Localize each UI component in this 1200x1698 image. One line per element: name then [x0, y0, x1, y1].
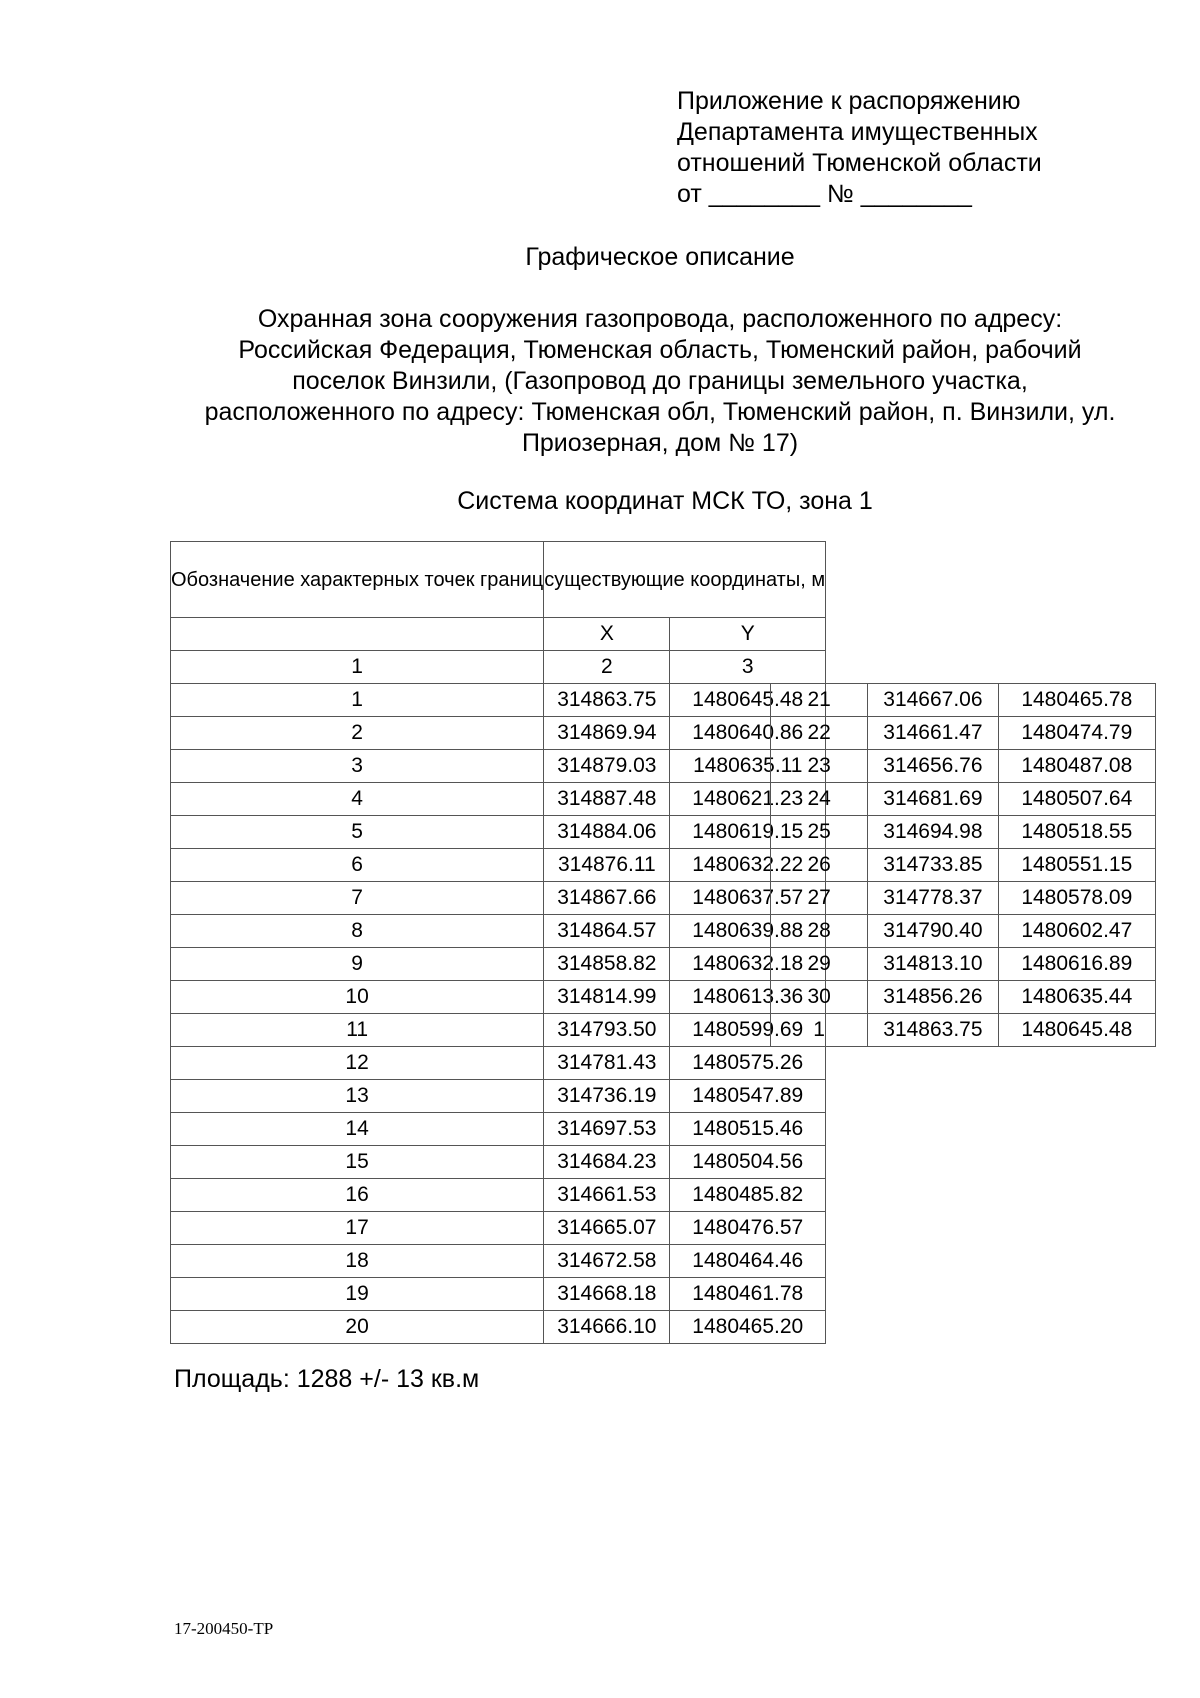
coordinates-table-main — [170, 541, 826, 1344]
point-number-cell: 24 — [771, 783, 868, 816]
table-header-row — [171, 542, 826, 618]
column-number: 1 — [171, 651, 544, 684]
y-coordinate-cell: 1480575.26 — [670, 1047, 826, 1080]
x-coordinate-cell: 314697.53 — [544, 1113, 670, 1146]
y-coordinate-cell: 1480635.44 — [998, 981, 1155, 1014]
point-number-cell: 11 — [171, 1014, 544, 1047]
x-coordinate-cell: 314667.06 — [868, 684, 998, 717]
x-coordinate-cell: 314790.40 — [868, 915, 998, 948]
zone-description — [150, 304, 1170, 459]
point-number-cell: 2 — [171, 717, 544, 750]
point-number-cell: 18 — [171, 1245, 544, 1278]
x-coordinate-cell: 314781.43 — [544, 1047, 670, 1080]
point-number-cell: 21 — [771, 684, 868, 717]
point-number-cell: 6 — [171, 849, 544, 882]
y-coordinate-cell: 1480632.18 — [670, 948, 826, 981]
description-line: поселок Винзили, (Газопровод до границы земельного участка, — [292, 367, 1028, 395]
y-coordinate-cell: 1480507.64 — [998, 783, 1155, 816]
table-row — [171, 1311, 826, 1344]
y-coordinate-cell: 1480645.48 — [670, 684, 826, 717]
table-row — [771, 717, 1156, 750]
table-row — [171, 1179, 826, 1212]
x-coordinate-cell: 314814.99 — [544, 981, 670, 1014]
y-coordinate-cell: 1480632.22 — [670, 849, 826, 882]
point-number-cell: 14 — [171, 1113, 544, 1146]
point-number-cell: 30 — [771, 981, 868, 1014]
table-row — [171, 750, 826, 783]
x-coordinate-cell: 314813.10 — [868, 948, 998, 981]
x-coordinate-cell: 314736.19 — [544, 1080, 670, 1113]
table-row — [771, 750, 1156, 783]
point-number-cell: 27 — [771, 882, 868, 915]
table-row — [771, 915, 1156, 948]
table-row — [171, 1080, 826, 1113]
y-coordinate-cell: 1480487.08 — [998, 750, 1155, 783]
header-x: X — [544, 618, 670, 651]
y-coordinate-cell: 1480518.55 — [998, 816, 1155, 849]
table-row — [771, 783, 1156, 816]
x-coordinate-cell: 314793.50 — [544, 1014, 670, 1047]
table-row — [171, 816, 826, 849]
y-coordinate-cell: 1480635.11 — [670, 750, 826, 783]
document-code: 17-200450-ТР — [174, 1619, 274, 1638]
header-empty-cell — [171, 618, 544, 651]
y-coordinate-cell: 1480613.36 — [670, 981, 826, 1014]
point-number-cell: 12 — [171, 1047, 544, 1080]
point-number-cell: 7 — [171, 882, 544, 915]
appendix-line: отношений Тюменской области — [677, 149, 1042, 177]
x-coordinate-cell: 314684.23 — [544, 1146, 670, 1179]
table-row — [171, 948, 826, 981]
table-row — [171, 1014, 826, 1047]
point-number-cell: 23 — [771, 750, 868, 783]
table-row — [171, 717, 826, 750]
point-number-cell: 15 — [171, 1146, 544, 1179]
point-number-cell: 13 — [171, 1080, 544, 1113]
point-number-cell: 1 — [171, 684, 544, 717]
y-coordinate-cell: 1480639.88 — [670, 915, 826, 948]
table-row — [171, 1212, 826, 1245]
x-coordinate-cell: 314672.58 — [544, 1245, 670, 1278]
description-line: Российская Федерация, Тюменская область, Тюменский район, рабочий — [238, 336, 1082, 364]
document-title: Графическое описание — [525, 243, 795, 271]
y-coordinate-cell: 1480637.57 — [670, 882, 826, 915]
x-coordinate-cell: 314863.75 — [544, 684, 670, 717]
y-coordinate-cell: 1480515.46 — [670, 1113, 826, 1146]
y-coordinate-cell: 1480640.86 — [670, 717, 826, 750]
appendix-line: Приложение к распоряжению — [677, 87, 1021, 115]
x-coordinate-cell: 314864.57 — [544, 915, 670, 948]
x-coordinate-cell: 314879.03 — [544, 750, 670, 783]
x-coordinate-cell: 314656.76 — [868, 750, 998, 783]
y-coordinate-cell: 1480551.15 — [998, 849, 1155, 882]
x-coordinate-cell: 314733.85 — [868, 849, 998, 882]
x-coordinate-cell: 314778.37 — [868, 882, 998, 915]
table-row — [771, 948, 1156, 981]
column-number: 3 — [670, 651, 826, 684]
point-number-cell: 16 — [171, 1179, 544, 1212]
area-value: Площадь: 1288 +/- 13 кв.м — [174, 1365, 480, 1393]
table-row — [171, 1146, 826, 1179]
x-coordinate-cell: 314661.53 — [544, 1179, 670, 1212]
point-number-cell: 26 — [771, 849, 868, 882]
y-coordinate-cell: 1480465.78 — [998, 684, 1155, 717]
point-number-cell: 29 — [771, 948, 868, 981]
appendix-line: Департамента имущественных — [677, 118, 1038, 146]
point-number-cell: 10 — [171, 981, 544, 1014]
point-number-cell: 28 — [771, 915, 868, 948]
table-row — [771, 816, 1156, 849]
y-coordinate-cell: 1480504.56 — [670, 1146, 826, 1179]
table-row — [171, 783, 826, 816]
description-line: Приозерная, дом № 17) — [521, 429, 799, 457]
header-coords: существующие координаты, м — [544, 542, 826, 618]
point-number-cell: 9 — [171, 948, 544, 981]
y-coordinate-cell: 1480465.20 — [670, 1311, 826, 1344]
point-number-cell: 20 — [171, 1311, 544, 1344]
y-coordinate-cell: 1480616.89 — [998, 948, 1155, 981]
y-coordinate-cell: 1480621.23 — [670, 783, 826, 816]
point-number-cell: 25 — [771, 816, 868, 849]
table-row — [771, 882, 1156, 915]
y-coordinate-cell: 1480485.82 — [670, 1179, 826, 1212]
x-coordinate-cell: 314876.11 — [544, 849, 670, 882]
x-coordinate-cell: 314856.26 — [868, 981, 998, 1014]
point-number-cell: 8 — [171, 915, 544, 948]
x-coordinate-cell: 314665.07 — [544, 1212, 670, 1245]
y-coordinate-cell: 1480547.89 — [670, 1080, 826, 1113]
table-subheader-row — [171, 618, 826, 651]
x-coordinate-cell: 314694.98 — [868, 816, 998, 849]
table-row — [771, 684, 1156, 717]
y-coordinate-cell: 1480461.78 — [670, 1278, 826, 1311]
table-row — [771, 1014, 1156, 1047]
y-coordinate-cell: 1480474.79 — [998, 717, 1155, 750]
table-row — [171, 1245, 826, 1278]
y-coordinate-cell: 1480602.47 — [998, 915, 1155, 948]
x-coordinate-cell: 314884.06 — [544, 816, 670, 849]
table-row — [171, 981, 826, 1014]
x-coordinate-cell: 314668.18 — [544, 1278, 670, 1311]
x-coordinate-cell: 314863.75 — [868, 1014, 998, 1047]
table-row — [171, 915, 826, 948]
y-coordinate-cell: 1480619.15 — [670, 816, 826, 849]
point-number-cell: 19 — [171, 1278, 544, 1311]
description-line: расположенного по адресу: Тюменская обл, Тюменский район, п. Винзили, ул. — [204, 398, 1116, 426]
point-number-cell: 22 — [771, 717, 868, 750]
x-coordinate-cell: 314681.69 — [868, 783, 998, 816]
x-coordinate-cell: 314666.10 — [544, 1311, 670, 1344]
table-row — [171, 1113, 826, 1146]
table-row — [171, 1278, 826, 1311]
y-coordinate-cell: 1480599.69 — [670, 1014, 826, 1047]
table-row — [171, 849, 826, 882]
appendix-header — [677, 86, 1042, 210]
point-number-cell: 3 — [171, 750, 544, 783]
x-coordinate-cell: 314867.66 — [544, 882, 670, 915]
table-row — [171, 1047, 826, 1080]
table-row — [171, 684, 826, 717]
description-line: Охранная зона сооружения газопровода, расположенного по адресу: — [257, 305, 1063, 333]
table-row — [171, 882, 826, 915]
appendix-date-number-line: от ________ № ________ — [677, 180, 972, 208]
column-number: 2 — [544, 651, 670, 684]
x-coordinate-cell: 314858.82 — [544, 948, 670, 981]
table-row — [771, 981, 1156, 1014]
y-coordinate-cell: 1480476.57 — [670, 1212, 826, 1245]
y-coordinate-cell: 1480578.09 — [998, 882, 1155, 915]
table-row — [771, 849, 1156, 882]
x-coordinate-cell: 314869.94 — [544, 717, 670, 750]
point-number-cell: 5 — [171, 816, 544, 849]
point-number-cell: 1 — [771, 1014, 868, 1047]
coordinate-system-label: Система координат МСК ТО, зона 1 — [457, 487, 873, 515]
point-number-cell: 17 — [171, 1212, 544, 1245]
header-points: Обозначение характерных точек границ — [171, 542, 544, 618]
x-coordinate-cell: 314887.48 — [544, 783, 670, 816]
y-coordinate-cell: 1480645.48 — [998, 1014, 1155, 1047]
x-coordinate-cell: 314661.47 — [868, 717, 998, 750]
y-coordinate-cell: 1480464.46 — [670, 1245, 826, 1278]
coordinates-table-continuation — [770, 683, 1156, 1047]
header-y: Y — [670, 618, 826, 651]
point-number-cell: 4 — [171, 783, 544, 816]
column-number-row — [171, 651, 826, 684]
